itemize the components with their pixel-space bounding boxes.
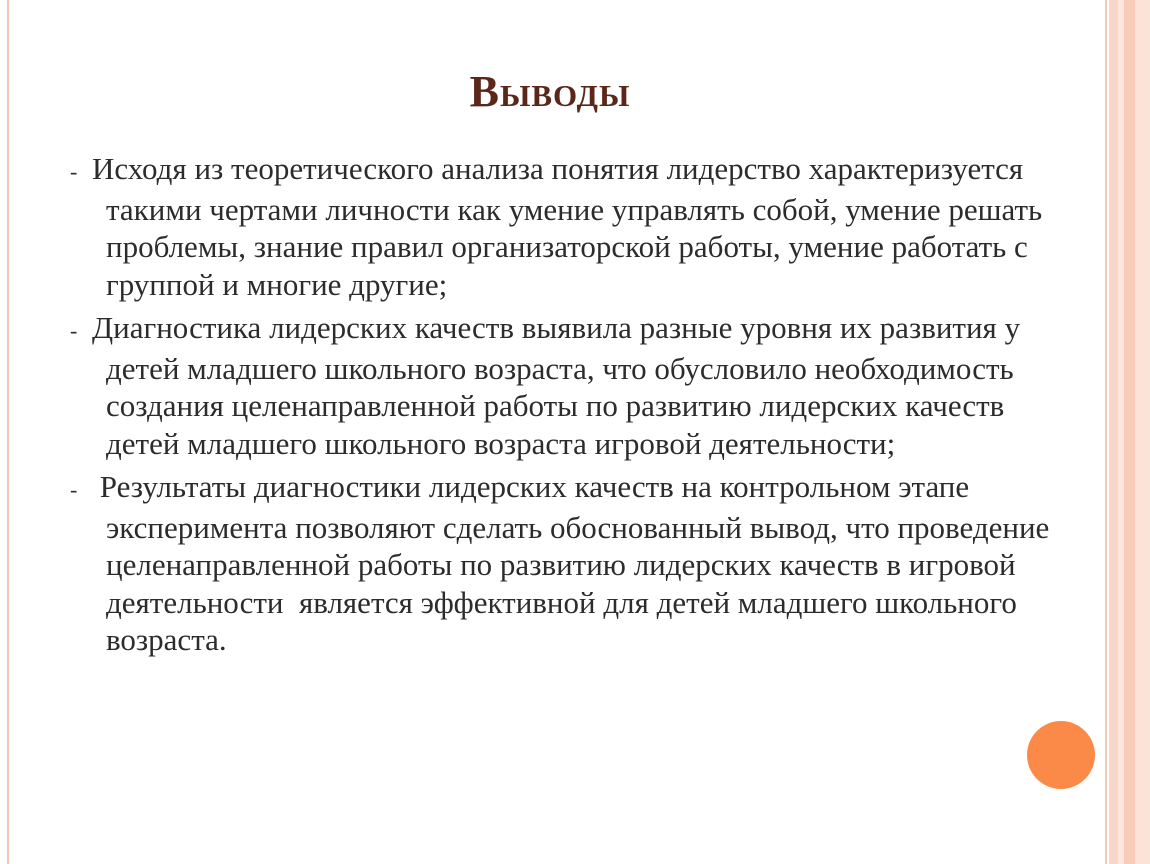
bullet-marker: - <box>70 159 78 184</box>
decorative-stripe <box>1135 0 1150 864</box>
slide-content <box>70 150 1080 665</box>
orange-circle-decoration <box>1027 721 1095 789</box>
bullet-text: Диагностика лидерских качеств выявила разные уровня их развития у детей младшего школьного возраста, что обусловило необходимость создания целенаправленной работы по развитию лидерских качеств детей младшего школьного возраста игровой деятельности; <box>92 310 1021 461</box>
slide-title <box>0 66 1150 117</box>
bullet-text: Исходя из теоретического анализа понятия лидерство характеризуется такими чертами личности как умение управлять собой, умение решать проблемы, знание правил организаторской работы, умение работать с группой и многие другие; <box>92 151 1043 302</box>
slide-title-text: Выводы <box>469 67 631 116</box>
bullet-marker: - <box>70 318 78 343</box>
bullet-text: Результаты диагностики лидерских качеств на контрольном этапе эксперимента позволяют сделать обоснованный вывод, что проведение целенаправленной работы по развитию лидерских качеств в игровой деятельности является эффективной для детей младшего школьного возраста. <box>92 469 1058 657</box>
bullet-item-3 <box>70 468 1080 659</box>
bullet-item-1 <box>70 150 1080 303</box>
decorative-stripe <box>1109 0 1118 864</box>
bullet-item-2 <box>70 309 1080 462</box>
bullet-marker: - <box>70 477 78 502</box>
decorative-stripe <box>1124 0 1135 864</box>
